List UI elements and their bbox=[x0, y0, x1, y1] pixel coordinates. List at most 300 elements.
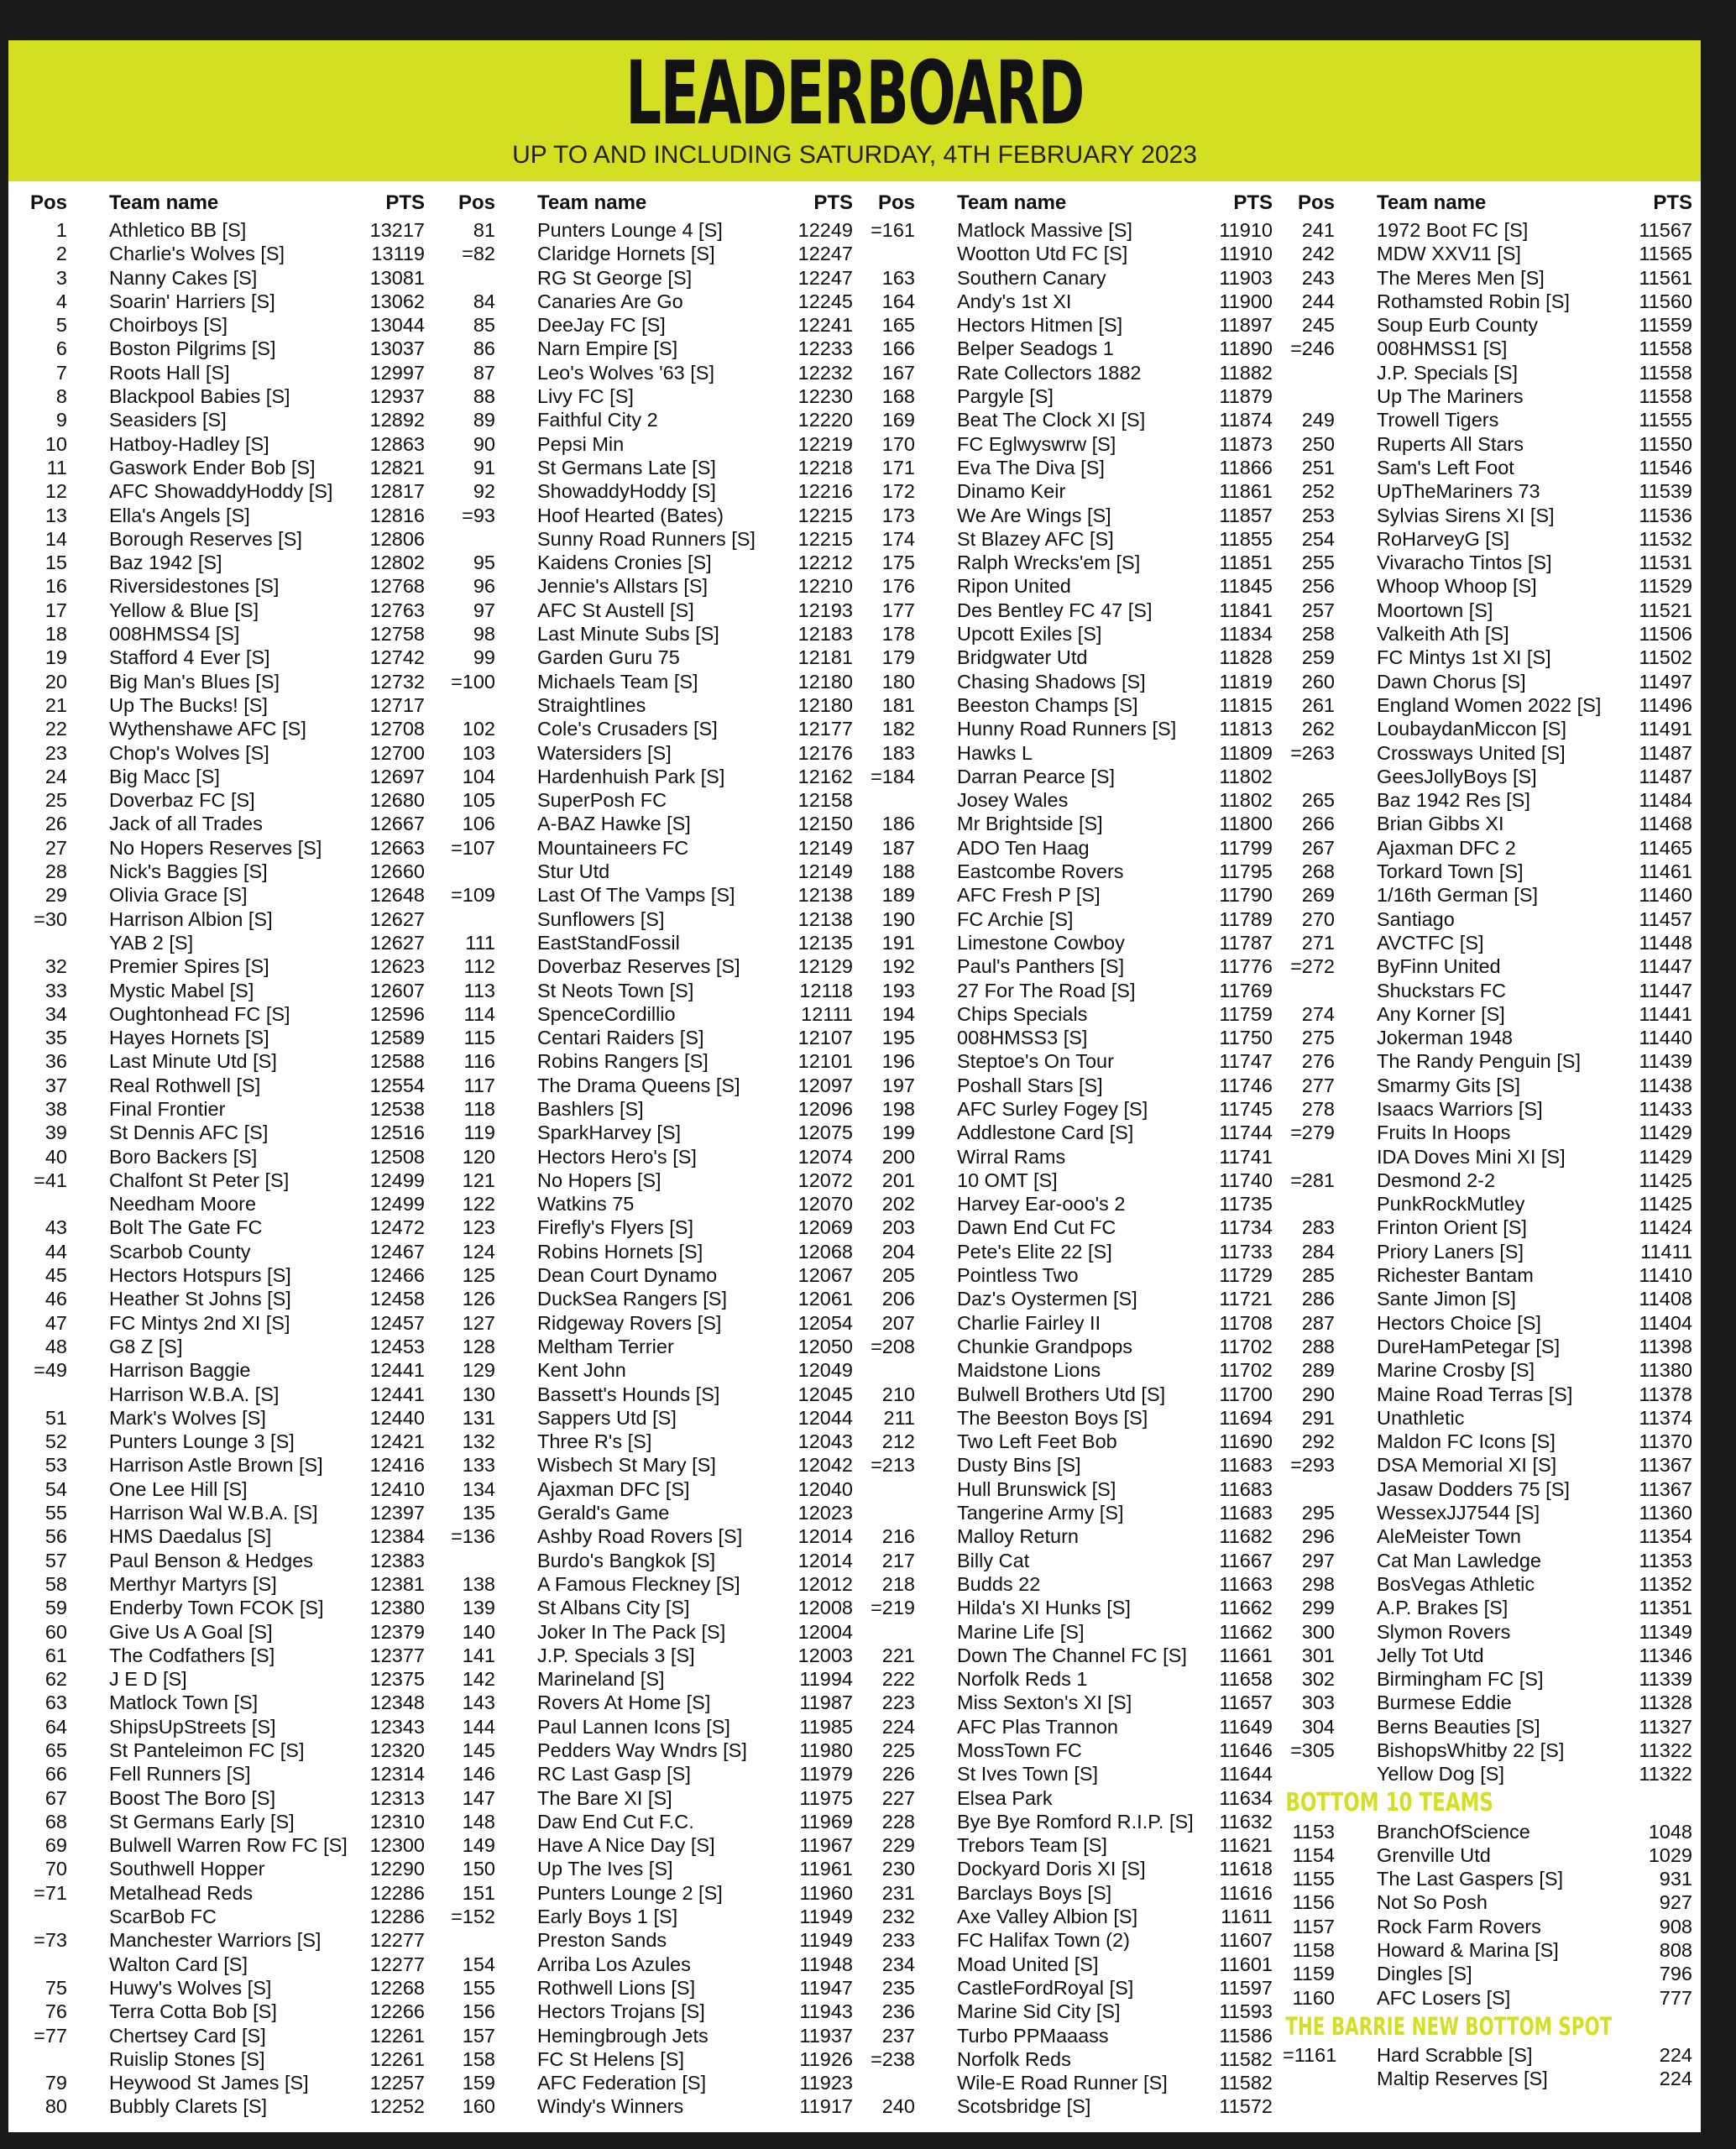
row-pos: 45 bbox=[44, 1264, 67, 1287]
table-row bbox=[443, 1810, 866, 1833]
row-pos: 222 bbox=[881, 1668, 915, 1691]
row-team-name: Ashby Road Rovers [S] bbox=[537, 1525, 743, 1548]
row-pos: 188 bbox=[881, 860, 915, 883]
table-row bbox=[1283, 622, 1706, 646]
table-row bbox=[863, 2071, 1286, 2094]
row-pts: 11558 bbox=[1639, 385, 1692, 408]
table-row bbox=[15, 670, 438, 693]
table-row bbox=[863, 1121, 1286, 1144]
row-team-name: Baz 1942 Res [S] bbox=[1377, 789, 1530, 812]
row-pts: 11559 bbox=[1639, 314, 1692, 337]
table-row bbox=[443, 1667, 866, 1691]
row-team-name: Nanny Cakes [S] bbox=[109, 266, 258, 289]
row-pos: 241 bbox=[1301, 219, 1335, 241]
row-pos: 111 bbox=[465, 931, 495, 954]
row-team-name: Des Bentley FC 47 [S] bbox=[957, 599, 1153, 621]
row-pos: 228 bbox=[881, 1810, 915, 1833]
row-pts: 11658 bbox=[1219, 1668, 1273, 1691]
row-pos: 300 bbox=[1301, 1620, 1335, 1643]
row-pts: 12268 bbox=[369, 1976, 425, 1999]
row-pts: 12290 bbox=[369, 1858, 425, 1880]
row-pts: 11994 bbox=[799, 1668, 853, 1691]
table-row bbox=[443, 266, 866, 290]
row-pts: 12012 bbox=[797, 1572, 853, 1595]
row-team-name: Joker In The Pack [S] bbox=[537, 1620, 726, 1643]
row-pos: 155 bbox=[462, 1976, 495, 1999]
row-pts: 11425 bbox=[1639, 1193, 1692, 1216]
row-pts: 12014 bbox=[797, 1525, 853, 1548]
row-pts: 12043 bbox=[797, 1430, 853, 1453]
row-pts: 11776 bbox=[1219, 955, 1273, 978]
row-pos: 274 bbox=[1301, 1002, 1335, 1025]
table-row bbox=[15, 1644, 438, 1667]
row-team-name: Scotsbridge [S] bbox=[957, 2095, 1091, 2118]
row-pos: 205 bbox=[881, 1264, 915, 1287]
row-pts: 777 bbox=[1659, 1986, 1692, 2009]
row-pts: 11960 bbox=[799, 1881, 853, 1904]
row-team-name: Sunflowers [S] bbox=[537, 907, 665, 930]
row-pos: 35 bbox=[44, 1027, 67, 1049]
table-row bbox=[15, 313, 438, 337]
table-row bbox=[15, 1287, 438, 1310]
table-row bbox=[443, 1026, 866, 1049]
row-pts: 11802 bbox=[1219, 789, 1273, 812]
row-pos: 27 bbox=[44, 836, 67, 859]
table-row bbox=[443, 1881, 866, 1905]
table-row bbox=[443, 646, 866, 669]
row-pos: 199 bbox=[881, 1122, 915, 1144]
row-pos: 1 bbox=[55, 219, 67, 241]
row-team-name: Seasiders [S] bbox=[109, 409, 227, 431]
row-pts: 11634 bbox=[1219, 1786, 1273, 1809]
row-team-name: Bassett's Hounds [S] bbox=[537, 1383, 720, 1405]
row-pts: 13081 bbox=[369, 266, 425, 289]
row-pts: 12286 bbox=[369, 1906, 425, 1928]
row-pos: 175 bbox=[881, 552, 915, 574]
row-pos: 29 bbox=[44, 884, 67, 907]
table-row bbox=[15, 504, 438, 527]
table-row bbox=[443, 1596, 866, 1619]
row-pos: 60 bbox=[44, 1620, 67, 1643]
row-team-name: IDA Doves Mini XI [S] bbox=[1377, 1145, 1566, 1168]
row-team-name: Chertsey Card [S] bbox=[109, 2024, 266, 2047]
row-team-name: Last Minute Subs [S] bbox=[537, 623, 719, 646]
row-pts: 11855 bbox=[1219, 527, 1273, 550]
header-pos: Pos bbox=[458, 191, 495, 214]
row-pos: 232 bbox=[881, 1906, 915, 1928]
row-pos: 210 bbox=[881, 1383, 915, 1405]
row-pts: 11360 bbox=[1639, 1502, 1692, 1524]
row-team-name: One Lee Hill [S] bbox=[109, 1477, 248, 1500]
row-pts: 11746 bbox=[1219, 1074, 1273, 1096]
row-pts: 12245 bbox=[797, 290, 853, 312]
row-team-name: Punters Lounge 4 [S] bbox=[537, 219, 723, 241]
row-pos: 46 bbox=[44, 1288, 67, 1310]
table-row bbox=[863, 1097, 1286, 1121]
table-row bbox=[863, 788, 1286, 812]
row-team-name: Punters Lounge 3 [S] bbox=[109, 1430, 295, 1453]
row-pos: 1158 bbox=[1292, 1939, 1335, 1962]
row-pos: 236 bbox=[881, 2000, 915, 2023]
row-pts: 12472 bbox=[369, 1216, 425, 1239]
row-team-name: Big Man's Blues [S] bbox=[109, 670, 280, 693]
row-pts: 12212 bbox=[797, 552, 853, 574]
row-team-name: Isaacs Warriors [S] bbox=[1377, 1097, 1543, 1120]
row-team-name: Addlestone Card [S] bbox=[957, 1122, 1134, 1144]
row-pts: 11601 bbox=[1219, 1953, 1273, 1975]
row-pts: 11410 bbox=[1639, 1264, 1692, 1287]
row-pos: 4 bbox=[55, 290, 67, 312]
table-row bbox=[1283, 1311, 1706, 1335]
row-team-name: Early Boys 1 [S] bbox=[537, 1906, 678, 1928]
table-row bbox=[863, 979, 1286, 1002]
row-pts: 11378 bbox=[1639, 1383, 1692, 1405]
row-team-name: Pedders Way Wndrs [S] bbox=[537, 1739, 747, 1761]
row-pts: 11354 bbox=[1639, 1525, 1692, 1548]
row-team-name: Fell Runners [S] bbox=[109, 1763, 251, 1786]
row-pts: 11367 bbox=[1639, 1477, 1692, 1500]
row-team-name: Sante Jimon [S] bbox=[1377, 1288, 1516, 1310]
row-pts: 11561 bbox=[1639, 266, 1692, 289]
table-row bbox=[863, 1406, 1286, 1430]
row-team-name: Wootton Utd FC [S] bbox=[957, 243, 1128, 265]
row-pts: 11353 bbox=[1639, 1549, 1692, 1571]
row-pts: 11632 bbox=[1219, 1810, 1273, 1833]
row-pts: 12758 bbox=[369, 623, 425, 646]
table-row bbox=[443, 1715, 866, 1739]
row-pts: 11461 bbox=[1639, 860, 1692, 883]
table-row bbox=[443, 361, 866, 384]
row-team-name: MossTown FC bbox=[957, 1739, 1082, 1761]
table-row bbox=[15, 1953, 438, 1976]
row-pos: 55 bbox=[44, 1502, 67, 1524]
row-team-name: AFC St Austell [S] bbox=[537, 599, 694, 621]
row-pts: 11985 bbox=[799, 1715, 853, 1738]
row-pos: =263 bbox=[1290, 741, 1335, 764]
row-team-name: Marineland [S] bbox=[537, 1668, 665, 1691]
row-pts: 11694 bbox=[1219, 1406, 1273, 1429]
row-team-name: A Famous Fleckney [S] bbox=[537, 1572, 740, 1595]
table-row bbox=[443, 432, 866, 456]
table-row bbox=[15, 266, 438, 290]
row-pts: 12277 bbox=[369, 1929, 425, 1952]
row-pos: 237 bbox=[881, 2024, 915, 2047]
row-team-name: Tangerine Army [S] bbox=[957, 1502, 1124, 1524]
row-pts: 11582 bbox=[1219, 2047, 1273, 2070]
row-team-name: Sylvias Sirens XI [S] bbox=[1377, 504, 1555, 526]
row-pos: 218 bbox=[881, 1572, 915, 1595]
table-row bbox=[1283, 1145, 1706, 1169]
row-pts: 12441 bbox=[369, 1383, 425, 1405]
row-pts: 11683 bbox=[1219, 1454, 1273, 1477]
row-team-name: Final Frontier bbox=[109, 1097, 226, 1120]
row-team-name: Two Left Feet Bob bbox=[957, 1430, 1117, 1453]
row-pos: 99 bbox=[473, 646, 495, 669]
row-pts: 11733 bbox=[1219, 1240, 1273, 1263]
row-pos: 261 bbox=[1301, 693, 1335, 716]
row-team-name: BranchOfScience bbox=[1377, 1820, 1530, 1843]
row-pts: 11484 bbox=[1639, 789, 1692, 812]
row-pts: 11439 bbox=[1639, 1050, 1692, 1073]
row-pos: 165 bbox=[881, 314, 915, 337]
row-pos: 47 bbox=[44, 1311, 67, 1334]
row-pts: 12623 bbox=[369, 955, 425, 978]
row-team-name: J.P. Specials [S] bbox=[1377, 361, 1519, 384]
row-pts: 12070 bbox=[797, 1193, 853, 1216]
row-pts: 12129 bbox=[797, 955, 853, 978]
row-pos: 160 bbox=[462, 2095, 495, 2118]
row-pts: 11879 bbox=[1219, 385, 1273, 408]
row-pts: 12049 bbox=[797, 1359, 853, 1382]
table-row bbox=[15, 1501, 438, 1524]
table-row bbox=[863, 527, 1286, 551]
row-pos: 159 bbox=[462, 2072, 495, 2094]
table-row bbox=[1283, 1715, 1706, 1739]
row-pts: 12069 bbox=[797, 1216, 853, 1239]
row-pts: 11457 bbox=[1639, 907, 1692, 930]
row-team-name: Whoop Whoop [S] bbox=[1377, 575, 1537, 598]
table-row bbox=[443, 765, 866, 788]
table-row bbox=[15, 954, 438, 978]
row-pos: 268 bbox=[1301, 860, 1335, 883]
row-pos: =73 bbox=[34, 1929, 67, 1952]
row-team-name: Metalhead Reds bbox=[109, 1881, 254, 1904]
row-pts: 11690 bbox=[1219, 1430, 1273, 1453]
row-team-name: St Panteleimon FC [S] bbox=[109, 1739, 305, 1761]
row-team-name: FC Mintys 2nd XI [S] bbox=[109, 1311, 290, 1334]
row-pos: 295 bbox=[1301, 1502, 1335, 1524]
row-pos: =109 bbox=[451, 884, 495, 907]
table-row bbox=[443, 1572, 866, 1596]
row-pos: 174 bbox=[881, 527, 915, 550]
row-pos: 170 bbox=[881, 432, 915, 455]
row-pts: 12252 bbox=[369, 2095, 425, 2118]
row-team-name: Hectors Choice [S] bbox=[1377, 1311, 1541, 1334]
row-pts: 11339 bbox=[1639, 1668, 1692, 1691]
row-pos: 157 bbox=[462, 2024, 495, 2047]
row-pts: 12138 bbox=[797, 907, 853, 930]
row-pos: 80 bbox=[44, 2095, 67, 2118]
table-row bbox=[443, 836, 866, 860]
row-team-name: Southwell Hopper bbox=[109, 1858, 265, 1880]
table-row bbox=[863, 1524, 1286, 1548]
row-pts: 11322 bbox=[1639, 1763, 1692, 1786]
table-row bbox=[1283, 1572, 1706, 1596]
table-row bbox=[863, 456, 1286, 479]
row-pos: =77 bbox=[34, 2024, 67, 2047]
row-pts: 11744 bbox=[1219, 1122, 1273, 1144]
row-pos: 143 bbox=[462, 1691, 495, 1714]
row-pts: 11740 bbox=[1219, 1169, 1273, 1191]
row-pts: 12596 bbox=[369, 1002, 425, 1025]
row-pts: 12061 bbox=[797, 1288, 853, 1310]
row-pts: 11662 bbox=[1219, 1620, 1273, 1643]
row-pos: 178 bbox=[881, 623, 915, 646]
row-team-name: Stafford 4 Ever [S] bbox=[109, 646, 270, 669]
row-team-name: Southern Canary bbox=[957, 266, 1106, 289]
row-pts: 11828 bbox=[1219, 646, 1273, 669]
table-row bbox=[15, 2024, 438, 2047]
row-team-name: SpenceCordillio bbox=[537, 1002, 676, 1025]
row-pos: 296 bbox=[1301, 1525, 1335, 1548]
row-team-name: MDW XXV11 [S] bbox=[1377, 243, 1521, 265]
row-pts: 1048 bbox=[1648, 1820, 1692, 1843]
row-team-name: Dusty Bins [S] bbox=[957, 1454, 1081, 1477]
row-pts: 11937 bbox=[799, 2024, 853, 2047]
row-team-name: Paul Lannen Icons [S] bbox=[537, 1715, 730, 1738]
header-pts: PTS bbox=[1653, 191, 1692, 214]
row-pts: 12375 bbox=[369, 1668, 425, 1691]
column-header bbox=[863, 188, 1286, 218]
row-pos: 124 bbox=[462, 1240, 495, 1263]
row-pts: 11438 bbox=[1639, 1074, 1692, 1096]
table-row bbox=[443, 931, 866, 954]
row-pos: 89 bbox=[473, 409, 495, 431]
row-pts: 11819 bbox=[1219, 670, 1273, 693]
row-pos: 151 bbox=[462, 1881, 495, 1904]
row-team-name: Crossways United [S] bbox=[1377, 741, 1566, 764]
row-pts: 11448 bbox=[1639, 931, 1692, 954]
row-pos: 148 bbox=[462, 1810, 495, 1833]
row-team-name: Jasaw Dodders 75 [S] bbox=[1377, 1477, 1570, 1500]
row-pos: =208 bbox=[871, 1335, 915, 1357]
table-row bbox=[863, 1074, 1286, 1097]
row-team-name: Hectors Hitmen [S] bbox=[957, 314, 1123, 337]
row-pos: 173 bbox=[881, 504, 915, 526]
row-pts: 12381 bbox=[369, 1572, 425, 1595]
table-row bbox=[1283, 1524, 1706, 1548]
row-pos: 36 bbox=[44, 1050, 67, 1073]
row-pos: 156 bbox=[462, 2000, 495, 2023]
table-row bbox=[443, 527, 866, 551]
row-pts: 12107 bbox=[797, 1027, 853, 1049]
table-row bbox=[1283, 1240, 1706, 1263]
row-team-name: Moad United [S] bbox=[957, 1953, 1099, 1975]
row-pos: 191 bbox=[881, 931, 915, 954]
row-team-name: YAB 2 [S] bbox=[109, 931, 194, 954]
row-pos: 172 bbox=[881, 480, 915, 503]
table-row bbox=[863, 2094, 1286, 2118]
row-team-name: Grenville Utd bbox=[1377, 1843, 1491, 1866]
row-pos: 171 bbox=[881, 456, 915, 478]
row-pts: 11683 bbox=[1219, 1502, 1273, 1524]
table-row bbox=[863, 242, 1286, 265]
row-pos: 113 bbox=[463, 979, 495, 1001]
row-team-name: Rothwell Lions [S] bbox=[537, 1976, 696, 1999]
table-row bbox=[443, 693, 866, 717]
row-pos: 169 bbox=[881, 409, 915, 431]
row-pts: 11370 bbox=[1639, 1430, 1692, 1453]
row-team-name: No Hopers [S] bbox=[537, 1169, 661, 1191]
row-team-name: Barclays Boys [S] bbox=[957, 1881, 1112, 1904]
row-team-name: Dockyard Doris XI [S] bbox=[957, 1858, 1146, 1880]
row-pos: 39 bbox=[44, 1122, 67, 1144]
row-pos: 253 bbox=[1301, 504, 1335, 526]
row-team-name: Bulwell Warren Row FC [S] bbox=[109, 1834, 348, 1857]
row-team-name: St Germans Early [S] bbox=[109, 1810, 295, 1833]
row-pos: 38 bbox=[44, 1097, 67, 1120]
row-team-name: Bridgwater Utd bbox=[957, 646, 1088, 669]
row-team-name: Bulwell Brothers Utd [S] bbox=[957, 1383, 1166, 1405]
table-row bbox=[1283, 788, 1706, 812]
row-pos: 126 bbox=[462, 1288, 495, 1310]
table-row bbox=[15, 788, 438, 812]
row-pts: 12421 bbox=[369, 1430, 425, 1453]
bottom-table-row bbox=[1283, 1938, 1706, 1962]
row-team-name: Miss Sexton's XI [S] bbox=[957, 1691, 1132, 1714]
row-pos: 258 bbox=[1301, 623, 1335, 646]
row-pos: 286 bbox=[1301, 1288, 1335, 1310]
row-pts: 931 bbox=[1659, 1868, 1692, 1890]
table-row bbox=[443, 1406, 866, 1430]
row-pts: 11759 bbox=[1219, 1002, 1273, 1025]
table-row bbox=[443, 1049, 866, 1073]
row-team-name: No Hopers Reserves [S] bbox=[109, 836, 322, 859]
table-row bbox=[15, 408, 438, 431]
row-pts: 11745 bbox=[1219, 1097, 1273, 1120]
row-pts: 11621 bbox=[1219, 1834, 1273, 1857]
row-pts: 12667 bbox=[369, 813, 425, 835]
row-pts: 11425 bbox=[1639, 1169, 1692, 1191]
row-pts: 12554 bbox=[369, 1074, 425, 1096]
row-pts: 11926 bbox=[799, 2047, 853, 2070]
row-team-name: AFC Losers [S] bbox=[1377, 1986, 1511, 2009]
table-row bbox=[863, 622, 1286, 646]
row-pos: 158 bbox=[462, 2047, 495, 2070]
row-team-name: St Ives Town [S] bbox=[957, 1763, 1099, 1786]
row-pts: 11447 bbox=[1639, 955, 1692, 978]
row-team-name: Roots Hall [S] bbox=[109, 361, 230, 384]
row-pts: 12040 bbox=[797, 1477, 853, 1500]
row-pos: 278 bbox=[1301, 1097, 1335, 1120]
row-pos: 187 bbox=[881, 836, 915, 859]
row-pos: 18 bbox=[44, 623, 67, 646]
table-row bbox=[863, 741, 1286, 765]
row-pos: =71 bbox=[34, 1881, 67, 1904]
row-pos: 121 bbox=[462, 1169, 495, 1191]
row-pos: 269 bbox=[1301, 884, 1335, 907]
row-pts: 11349 bbox=[1639, 1620, 1692, 1643]
row-pos: 90 bbox=[473, 432, 495, 455]
row-pts: 11657 bbox=[1219, 1691, 1273, 1714]
row-team-name: Garden Guru 75 bbox=[537, 646, 680, 669]
row-pts: 13037 bbox=[369, 337, 425, 360]
row-pos: 201 bbox=[881, 1169, 915, 1191]
row-pos: 132 bbox=[462, 1430, 495, 1453]
row-pts: 12286 bbox=[369, 1881, 425, 1904]
row-pts: 12135 bbox=[797, 931, 853, 954]
table-row bbox=[15, 1169, 438, 1192]
row-team-name: Moortown [S] bbox=[1377, 599, 1493, 621]
row-pts: 11841 bbox=[1219, 599, 1273, 621]
row-pos: 118 bbox=[463, 1097, 495, 1120]
row-team-name: Malloy Return bbox=[957, 1525, 1079, 1548]
table-row bbox=[443, 1786, 866, 1810]
row-pos: 130 bbox=[462, 1383, 495, 1405]
table-row bbox=[443, 1905, 866, 1928]
row-team-name: Harrison Wal W.B.A. [S] bbox=[109, 1502, 318, 1524]
table-row bbox=[443, 337, 866, 360]
row-pts: 12004 bbox=[797, 1620, 853, 1643]
row-pts: 12232 bbox=[797, 361, 853, 384]
table-row bbox=[1283, 337, 1706, 360]
row-pts: 12320 bbox=[369, 1739, 425, 1761]
table-row bbox=[443, 1287, 866, 1310]
row-pts: 11987 bbox=[799, 1691, 853, 1714]
row-team-name: Santiago bbox=[1377, 907, 1455, 930]
row-pos: 1156 bbox=[1292, 1891, 1335, 1914]
row-pts: 12247 bbox=[797, 243, 853, 265]
